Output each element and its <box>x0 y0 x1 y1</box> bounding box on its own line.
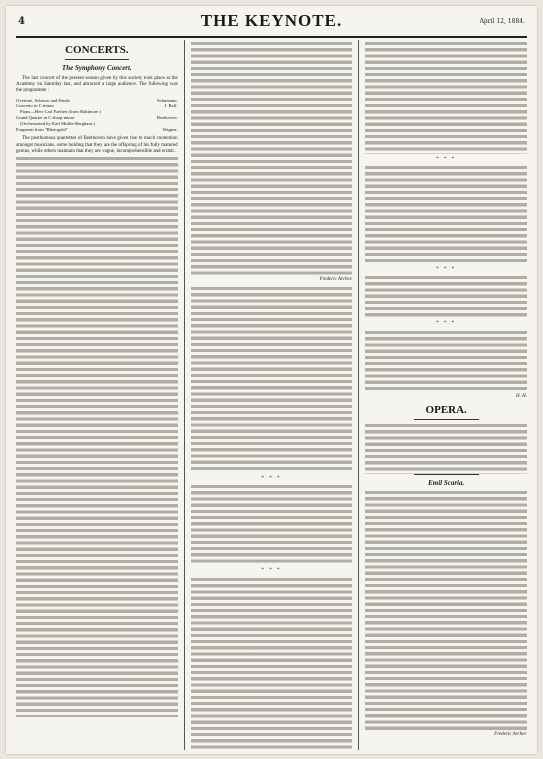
column-3 <box>358 40 527 750</box>
divider <box>414 474 479 475</box>
article-title-symphony-concert: The Symphony Concert. <box>61 64 132 72</box>
section-title-opera: OPERA. <box>425 403 467 416</box>
concert-programme <box>16 98 178 133</box>
article-body-text <box>16 157 178 717</box>
article-body: The posthumous quartettes of Beethoven have given rise to much contention amongst musicians, some holding that they are the offspring of his fully matured genius, while others maintain that they are vague, incomprehensible and erratic. <box>16 136 178 154</box>
article-body-text <box>191 578 353 750</box>
section-title-concerts: CONCERTS. <box>65 44 129 56</box>
author-signature: Frederic Archer. <box>494 731 528 737</box>
section-separator: * * * <box>436 321 457 327</box>
article-title-emil-scaria: Emil Scaria. <box>428 478 465 487</box>
article-body-text <box>191 485 353 565</box>
column-2 <box>184 40 353 750</box>
programme-piece: Overture, Scherzo and Finale <box>16 97 70 103</box>
article-body-text <box>365 491 527 731</box>
article-columns <box>16 40 527 750</box>
article-body-text <box>365 166 527 264</box>
page-header <box>16 10 527 38</box>
article-body-text <box>365 276 527 318</box>
column-1 <box>16 40 178 750</box>
programme-piece: Concerto in C minor <box>16 103 54 109</box>
masthead-title: THE KEYNOTE. <box>200 11 343 30</box>
programme-composer: Beethoven. <box>156 115 178 120</box>
section-separator: * * * <box>261 568 282 574</box>
article-body-text <box>191 287 353 473</box>
programme-composer: Wagner. <box>162 126 178 132</box>
article-body-text <box>365 331 527 393</box>
author-signature: Frederic Archer. <box>319 277 353 282</box>
article-body-text <box>365 42 527 154</box>
programme-piece: Piano—Herr Carl Faelten (from Baltimore.) <box>20 109 102 115</box>
section-separator: * * * <box>436 267 457 273</box>
newspaper-page <box>6 6 537 754</box>
programme-piece: Fragment from "Rheingold" <box>16 126 68 132</box>
divider <box>65 59 130 60</box>
programme-piece: (Orchestrated by Karl Muller-Berghaus.) <box>20 120 96 126</box>
author-signature: H. H. <box>516 393 528 399</box>
programme-composer: Schumann. <box>157 97 178 103</box>
issue-date: April 12, 1884. <box>479 18 525 25</box>
page-number: 4 <box>18 16 25 27</box>
article-body-text <box>191 42 353 276</box>
article-intro: The last concert of the present season given by this society took place at the Academy on Saturday last, and attracted a large audience. The following was the programme : <box>16 76 178 94</box>
section-separator: * * * <box>436 157 457 162</box>
section-separator: * * * <box>261 476 282 482</box>
programme-composer: J. Raff. <box>164 103 178 109</box>
programme-item <box>16 127 178 133</box>
article-body-text <box>365 424 527 474</box>
divider <box>414 419 479 420</box>
programme-piece: Grand Quartet in C sharp minor <box>16 115 75 120</box>
